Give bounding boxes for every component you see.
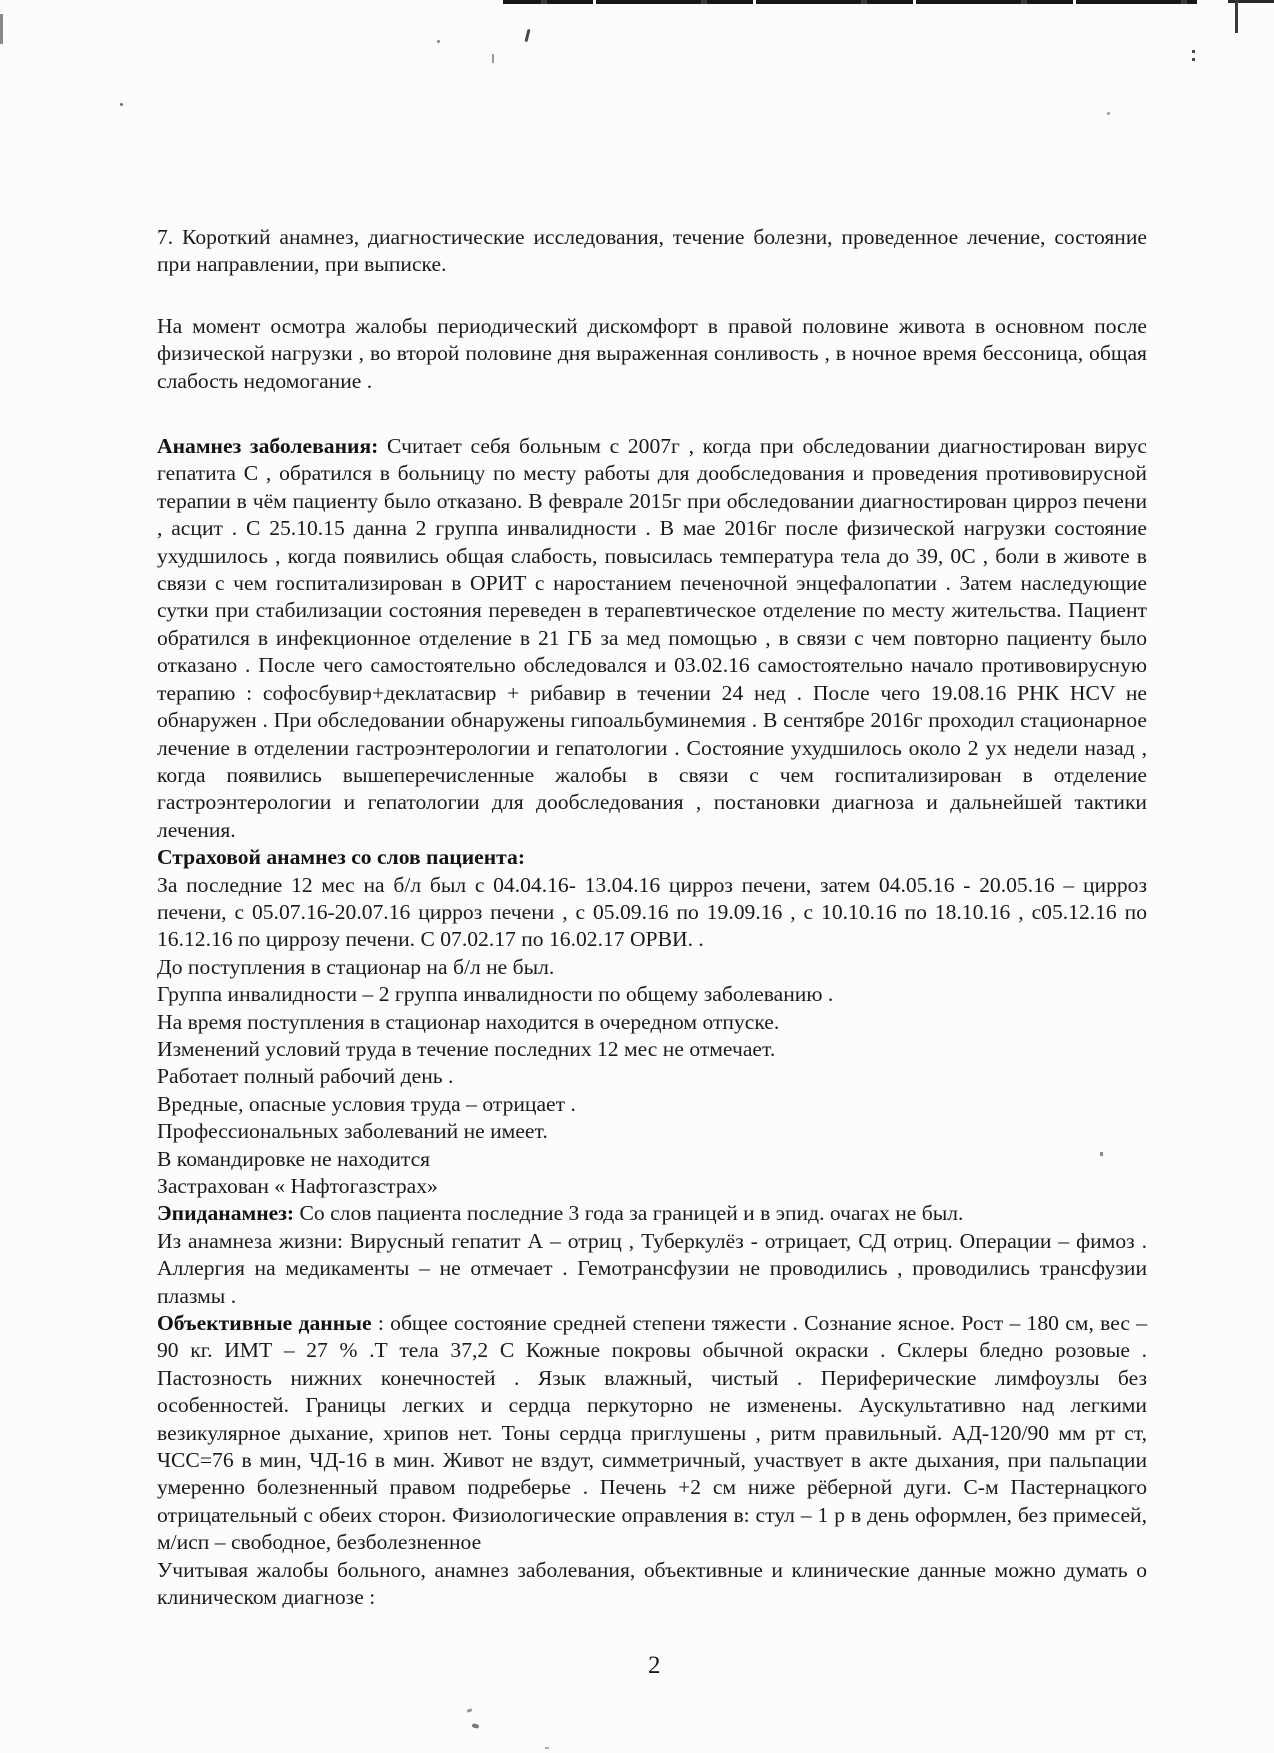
complaints-paragraph: На момент осмотра жалобы периодический дискомфорт в правой половине живота в основном после физической нагрузки , во второй половине дня выраженная сонливость , в ночное время бессоница, общая слабость недомогание . — [157, 313, 1147, 393]
scan-speck — [1107, 112, 1110, 115]
disability-line: Группа инвалидности – 2 группа инвалидности по общему заболеванию . — [157, 982, 834, 1007]
scan-speck — [437, 40, 440, 43]
scan-speck — [472, 1723, 480, 1729]
hazardous-conditions-line: Вредные, опасные условия труда – отрицает . — [157, 1091, 576, 1116]
life-anamnesis-paragraph: Из анамнеза жизни: Вирусный гепатит А – отриц , Туберкулёз - отрицает, СД отриц. Операции – фимоз . Аллергия на медикаменты – не отмечает . Гемотрансфузии не проводились , проводились трансфузии плазмы . — [157, 1228, 1147, 1308]
disease-anamnesis-paragraph — [157, 433, 1147, 844]
conclusion-paragraph: Учитывая жалобы больного, анамнез заболевания, объективные и клинические данные можно думать о клиническом диагнозе : — [157, 1557, 1147, 1610]
scan-tick-artifact — [1235, 0, 1238, 33]
epid-anamnesis-paragraph — [157, 1200, 1147, 1227]
document-content — [157, 224, 1147, 1612]
business-trip-line: В командировке не находится — [157, 1146, 431, 1171]
no-sick-leave-line: До поступления в стационар на б/л не был. — [157, 954, 555, 979]
work-conditions-line: Изменений условий труда в течение последних 12 мес не отмечает. — [157, 1036, 776, 1061]
scan-speck — [0, 14, 3, 44]
insured-line: Застрахован « Нафтогазстрах» — [157, 1174, 438, 1198]
section-heading: 7. Короткий анамнез, диагностические исследования, течение болезни, проведенное лечение, состояние при направлении, при выписке. — [157, 225, 1147, 277]
page-number: 2 — [648, 1652, 661, 1679]
disease-anamnesis-text: Считает себя больным с 2007г , когда при обследовании диагностирован вирус гепатита С , обратился в больницу по месту работы для дообследования и проведения противовирусной терапии в чём пациенту было отказано. В феврале 2015г при обследовании диагностирован цирроз печени , асцит . С 25.10.15 данна 2 группа инвалидности . В мае 2016г после физической нагрузки состояние ухудшилось , когда появились общая слабость, повысилась температура тела до 39, 0С , боли в животе в связи с чем госпитализирован в ОРИТ с наростанием печеночной энцефалопатии . Затем наследующие сутки при стабилизации состояния переведен в терапевтическое отделение по месту жительства. Пациент обратился в инфекционное отделение в 21 ГБ за мед помощью , в связи с чем повторно пациенту было отказано . После чего самостоятельно обследовался и 03.02.16 самостоятельно начало противовирусную терапию : софосбувир+деклатасвир + рибавир в течении 24 нед . После чего 19.08.16 РНК HCV не обнаружен . При обследовании обнаружены гипоальбуминемия . В сентябре 2016г проходил стационарное лечение в отделении гастроэнтерологии и гепатологии . Состояние ухудшилось около 2 ух недели назад , когда появились вышеперечисленные жалобы в связи с чем госпитализирован в отделение гастроэнтерологии и гепатологии для дообследования , постановки диагноза и дальнейшей тактики лечения. — [157, 434, 1147, 842]
vacation-line: На время поступления в стационар находится в очередном отпуске. — [157, 1009, 780, 1034]
objective-data-label: Объективные данные — [157, 1311, 372, 1336]
scan-speck — [1192, 50, 1195, 53]
objective-data-paragraph — [157, 1310, 1147, 1557]
occupational-diseases-line: Профессиональных заболеваний не имеет. — [157, 1119, 548, 1144]
epid-anamnesis-text: Со слов пациента последние 3 года за границей и в эпид. очагах не был. — [294, 1201, 964, 1226]
full-work-day-line: Работает полный рабочий день . — [157, 1064, 454, 1089]
scan-edge-artifact — [1228, 0, 1274, 3]
objective-data-text: : общее состояние средней степени тяжести . Сознание ясное. Рост – 180 см, вес – 90 кг. ИМТ – 27 % .Т тела 37,2 С Кожные покровы обычной окраски . Склеры бледно розовые . Пастозность нижних конечностей . Язык влажный, чистый . Периферические лимфоузлы без особенностей. Границы легких и сердца перкуторно не изменены. Аускультативно над легкими везикулярное дыхание, хрипов нет. Тоны сердца приглушены , ритм правильный. АД-120/90 мм рт ст, ЧСС=76 в мин, ЧД-16 в мин. Живот не вздут, симметричный, участвует в акте дыхания, при пальпации умеренно болезненный правом подреберье . Печень +2 см ниже рёберной дуги. С-м Пастернацкого отрицательный с обеих сторон. Физиологические оправления в: стул – 1 р в день оформлен, без примесей, м/исп – свободное, безболезненное — [157, 1311, 1147, 1555]
scan-speck — [120, 103, 123, 106]
scan-speck — [545, 1747, 549, 1749]
disease-anamnesis-label: Анамнез заболевания: — [157, 434, 379, 459]
scan-speck — [492, 54, 494, 63]
epid-anamnesis-label: Эпиданамнез: — [157, 1201, 295, 1226]
sick-leave-paragraph: За последние 12 мес на б/л был с 04.04.16- 13.04.16 цирроз печени, затем 04.05.16 - 20.05.16 – цирроз печени, с 05.07.16-20.07.16 цирроз печени , с 05.09.16 по 19.09.16 , с 10.10.16 по 18.10.16 , с05.12.16 по 16.12.16 по циррозу печени. С 07.02.17 по 16.02.17 ОРВИ. . — [157, 872, 1147, 952]
scan-speck — [524, 29, 530, 42]
scan-speck — [467, 1708, 473, 1713]
scan-edge-artifact — [503, 0, 1197, 4]
insurance-anamnesis-header: Страховой анамнез со слов пациента: — [157, 845, 526, 870]
